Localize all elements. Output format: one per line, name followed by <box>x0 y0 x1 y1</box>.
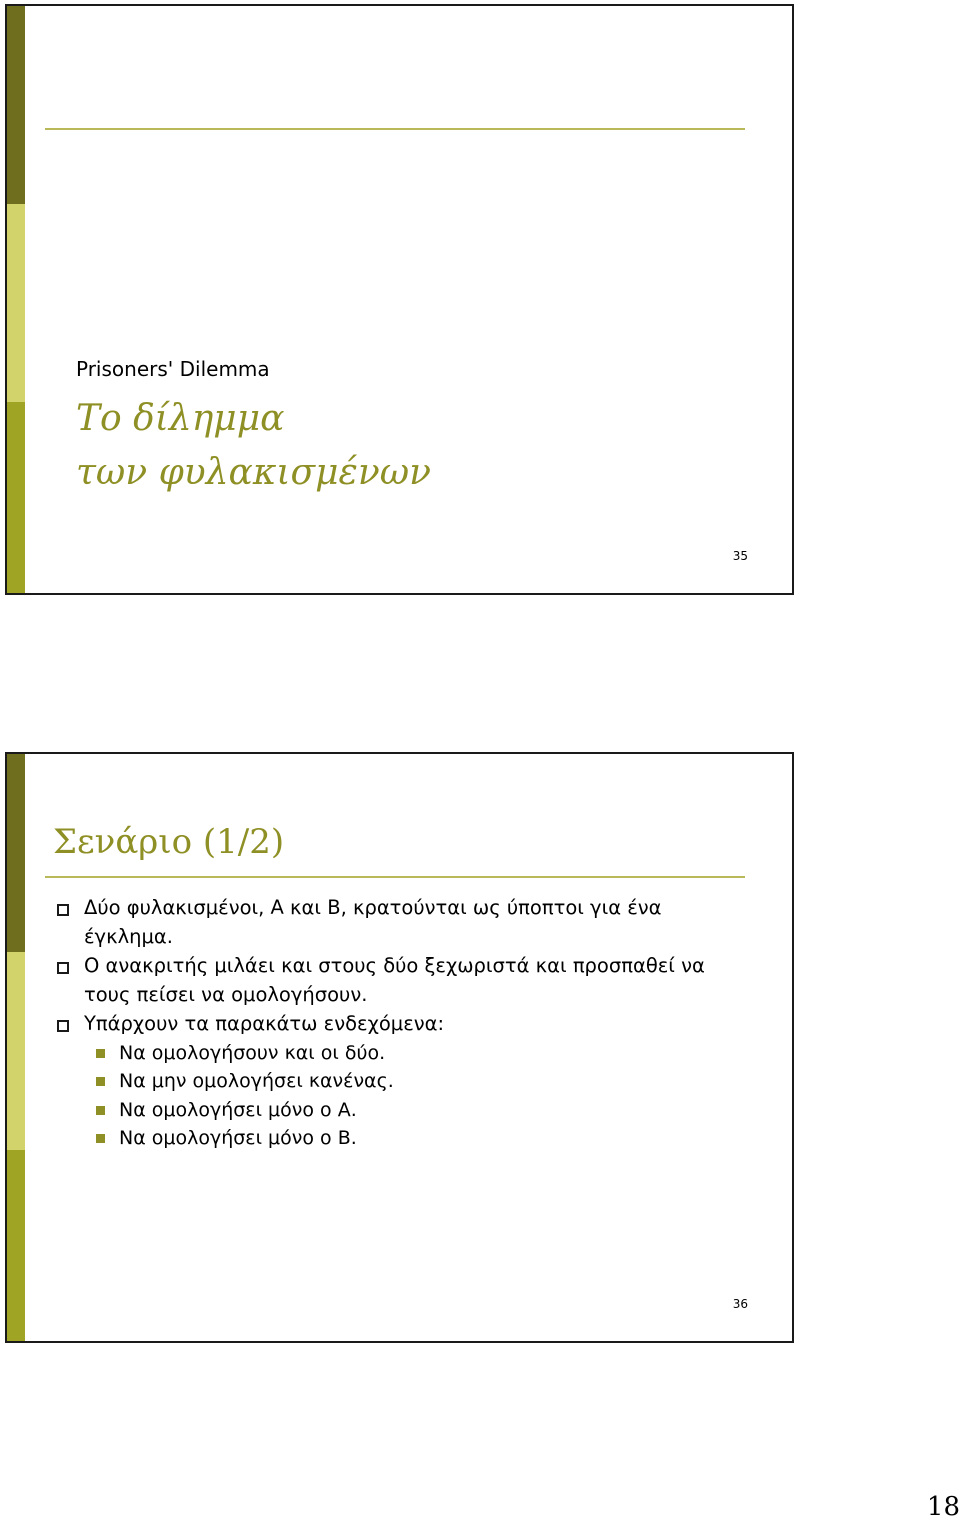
slide-36 <box>5 752 794 1343</box>
slide-title: Σενάριο (1/2) <box>53 822 285 862</box>
slide-sidebar <box>7 754 25 1341</box>
sub-bullet-list <box>53 1039 753 1153</box>
sidebar-segment-mid <box>7 1150 25 1343</box>
slide-title-greek <box>76 392 431 500</box>
sub-bullet-text: Να ομολογήσει μόνο ο Α. <box>119 1098 357 1121</box>
bullet-text: Δύο φυλακισμένοι, Α και Β, κρατούνται ως ύποπτοι για ένα έγκλημα. <box>84 896 662 948</box>
slide-title-line-2: των φυλακισμένων <box>76 452 431 493</box>
filled-square-bullet-icon <box>96 1049 105 1058</box>
bullet-text: Υπάρχουν τα παρακάτω ενδεχόμενα: <box>84 1012 445 1035</box>
title-rule <box>45 876 745 878</box>
list-item <box>53 952 753 1009</box>
hollow-square-bullet-icon <box>57 904 69 916</box>
filled-square-bullet-icon <box>96 1106 105 1115</box>
sidebar-segment-light <box>7 952 25 1150</box>
filled-square-bullet-icon <box>96 1134 105 1143</box>
slide-subtitle-english: Prisoners' Dilemma <box>76 357 270 381</box>
hollow-square-bullet-icon <box>57 1020 69 1032</box>
sidebar-segment-dark <box>7 6 25 204</box>
list-item <box>53 1010 753 1153</box>
sub-list-item <box>53 1124 753 1153</box>
sub-bullet-text: Να μην ομολογήσει κανένας. <box>119 1070 394 1092</box>
slide-page-number: 35 <box>732 549 748 563</box>
sidebar-segment-dark <box>7 754 25 952</box>
sub-list-item <box>53 1067 753 1096</box>
bullet-text: Ο ανακριτής μιλάει και στους δύο ξεχωριστά και προσπαθεί να τους πείσει να ομολογήσουν. <box>84 954 705 1006</box>
sub-bullet-text: Να ομολογήσει μόνο ο Β. <box>119 1127 357 1149</box>
filled-square-bullet-icon <box>96 1077 105 1086</box>
sub-list-item <box>53 1039 753 1068</box>
sidebar-segment-light <box>7 204 25 402</box>
hollow-square-bullet-icon <box>57 962 69 974</box>
slide-35 <box>5 4 794 595</box>
slide-page-number: 36 <box>732 1297 748 1311</box>
slide-sidebar <box>7 6 25 593</box>
document-page-number: 18 <box>926 1492 960 1522</box>
bullet-list <box>53 894 753 1154</box>
slide-title-line-1: Το δίλημμα <box>76 398 285 439</box>
title-rule <box>45 128 745 130</box>
sidebar-segment-mid <box>7 402 25 595</box>
list-item <box>53 894 753 951</box>
sub-bullet-text: Να ομολογήσουν και οι δύο. <box>119 1041 386 1064</box>
sub-list-item <box>53 1096 753 1125</box>
